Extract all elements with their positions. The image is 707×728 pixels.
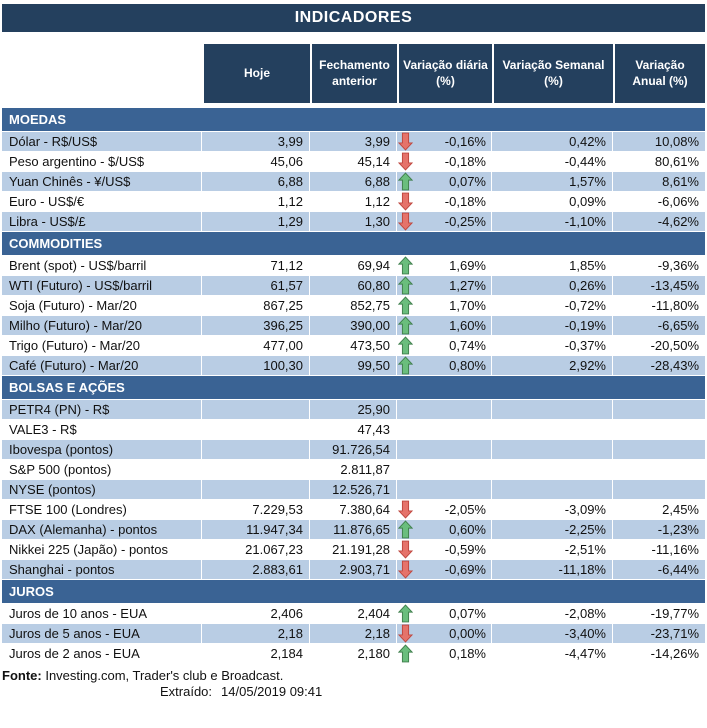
variacao-anual-value: -6,06% <box>657 194 699 209</box>
fechamento-anterior-value: 45,14 <box>310 152 397 171</box>
row-label: Brent (spot) - US$/barril <box>2 256 202 275</box>
fechamento-anterior-value: 1,12 <box>310 192 397 211</box>
variacao-anual-value: -11,16% <box>651 542 699 557</box>
variacao-diaria-cell <box>397 256 492 275</box>
fechamento-anterior-value: 7.380,64 <box>310 500 397 519</box>
variacao-anual-value: -13,45% <box>613 276 705 295</box>
table-row <box>2 500 705 520</box>
variacao-semanal-value <box>492 480 613 499</box>
variacao-diaria-cell <box>397 440 492 459</box>
section-header-commodities: COMMODITIES <box>2 232 705 255</box>
up-arrow-icon <box>398 356 413 375</box>
variacao-anual-value: 10,08% <box>613 132 705 151</box>
table-row <box>2 644 705 664</box>
fechamento-anterior-value: 2,180 <box>310 644 397 663</box>
variacao-diaria-cell <box>397 500 492 519</box>
fechamento-anterior-value: 6,88 <box>310 172 397 191</box>
extraido-label: Extraído: <box>160 684 213 699</box>
variacao-diaria-cell <box>397 644 492 663</box>
table-row <box>2 540 705 560</box>
hoje-value <box>202 440 310 459</box>
variacao-diaria-cell <box>397 460 492 479</box>
fechamento-anterior-value: 2,404 <box>310 604 397 623</box>
row-label: Dólar - R$/US$ <box>2 132 202 151</box>
variacao-diaria-cell <box>397 624 492 643</box>
row-label: PETR4 (PN) - R$ <box>2 400 202 419</box>
down-arrow-icon <box>398 212 413 231</box>
variacao-diaria-value: -0,25% <box>444 214 486 229</box>
table-row <box>2 560 705 580</box>
fechamento-anterior-value: 390,00 <box>310 316 397 335</box>
hoje-value <box>202 420 310 439</box>
variacao-diaria-cell <box>397 296 492 315</box>
hoje-value: 2,18 <box>202 624 310 643</box>
table-row <box>2 520 705 540</box>
variacao-diaria-value: 0,07% <box>449 174 486 189</box>
table-row <box>2 212 705 232</box>
variacao-diaria-value: -0,16% <box>444 134 486 149</box>
row-label: Juros de 10 anos - EUA <box>2 604 202 623</box>
fechamento-anterior-value: 11.876,65 <box>310 520 397 539</box>
fechamento-anterior-value: 12.526,71 <box>310 480 397 499</box>
up-arrow-icon <box>398 644 413 663</box>
fechamento-anterior-value: 25,90 <box>310 400 397 419</box>
variacao-anual-value <box>613 440 705 459</box>
hoje-value <box>202 460 310 479</box>
hoje-value: 2,406 <box>202 604 310 623</box>
extracted-line <box>2 684 705 700</box>
hoje-value: 11.947,34 <box>202 520 310 539</box>
fechamento-anterior-value: 69,94 <box>310 256 397 275</box>
variacao-diaria-value: 0,00% <box>449 626 486 641</box>
variacao-diaria-value: -0,18% <box>444 194 486 209</box>
row-label: Yuan Chinês - ¥/US$ <box>2 172 202 191</box>
variacao-diaria-value: 0,18% <box>449 646 486 661</box>
variacao-anual-value: 80,61% <box>654 154 699 169</box>
table-row <box>2 152 705 172</box>
variacao-anual-value: -20,50% <box>650 338 699 353</box>
variacao-anual-value: -4,62% <box>613 212 705 231</box>
table-row <box>2 480 705 500</box>
column-header-hoje: Hoje <box>202 44 310 103</box>
variacao-semanal-value: -2,25% <box>492 520 613 539</box>
variacao-diaria-value: -0,59% <box>444 542 486 557</box>
up-arrow-icon <box>398 296 413 315</box>
fechamento-anterior-value: 2.903,71 <box>310 560 397 579</box>
column-header-fechamento-anterior: Fechamento anterior <box>310 44 397 103</box>
down-arrow-icon <box>398 540 413 559</box>
fechamento-anterior-value: 2,18 <box>310 624 397 643</box>
row-label: Soja (Futuro) - Mar/20 <box>2 296 202 315</box>
hoje-value: 1,12 <box>202 192 310 211</box>
variacao-semanal-value: -0,37% <box>492 336 613 355</box>
up-arrow-icon <box>398 604 413 623</box>
table-row <box>2 604 705 624</box>
table-row <box>2 132 705 152</box>
variacao-semanal-value: -11,18% <box>492 560 613 579</box>
hoje-value: 2.883,61 <box>202 560 310 579</box>
table-row <box>2 192 705 212</box>
variacao-semanal-value <box>492 440 613 459</box>
up-arrow-icon <box>398 172 413 191</box>
column-header-variacao-diaria: Variação diária (%) <box>397 44 492 103</box>
variacao-semanal-value: -1,10% <box>492 212 613 231</box>
table-row <box>2 296 705 316</box>
variacao-diaria-value: -0,18% <box>444 154 486 169</box>
variacao-diaria-cell <box>397 356 492 375</box>
variacao-semanal-value: 0,26% <box>492 276 613 295</box>
table-row <box>2 460 705 480</box>
down-arrow-icon <box>398 132 413 151</box>
variacao-diaria-cell <box>397 400 492 419</box>
section-header-juros: JUROS <box>2 580 705 603</box>
fechamento-anterior-value: 852,75 <box>310 296 397 315</box>
variacao-anual-value: -6,44% <box>613 560 705 579</box>
column-headers <box>2 44 705 103</box>
variacao-semanal-value: -3,40% <box>492 624 613 643</box>
up-arrow-icon <box>398 256 413 275</box>
variacao-semanal-value <box>492 420 613 439</box>
row-label: Trigo (Futuro) - Mar/20 <box>2 336 202 355</box>
variacao-diaria-cell <box>397 560 492 579</box>
fechamento-anterior-value: 60,80 <box>310 276 397 295</box>
fonte-label: Fonte: <box>2 668 42 683</box>
column-header-variacao-anual: Variação Anual (%) <box>613 44 705 103</box>
variacao-diaria-value: 0,74% <box>449 338 486 353</box>
down-arrow-icon <box>398 152 413 171</box>
table-row <box>2 420 705 440</box>
variacao-semanal-value: 0,42% <box>492 132 613 151</box>
variacao-diaria-cell <box>397 420 492 439</box>
header-spacer <box>2 44 202 103</box>
variacao-anual-value: -1,23% <box>613 520 705 539</box>
variacao-diaria-cell <box>397 212 492 231</box>
fechamento-anterior-value: 2.811,87 <box>310 460 397 479</box>
section-header-moedas: MOEDAS <box>2 108 705 131</box>
row-label: Euro - US$/€ <box>2 192 202 211</box>
row-label: Nikkei 225 (Japão) - pontos <box>2 540 202 559</box>
row-label: Juros de 5 anos - EUA <box>2 624 202 643</box>
variacao-semanal-value <box>492 400 613 419</box>
table-row <box>2 256 705 276</box>
hoje-value: 21.067,23 <box>202 540 310 559</box>
variacao-diaria-cell <box>397 132 492 151</box>
hoje-value: 45,06 <box>202 152 310 171</box>
variacao-anual-value: 8,61% <box>613 172 705 191</box>
section-header-bolsas-e-ações: BOLSAS E AÇÕES <box>2 376 705 399</box>
variacao-diaria-cell <box>397 540 492 559</box>
row-label: Café (Futuro) - Mar/20 <box>2 356 202 375</box>
variacao-diaria-cell <box>397 480 492 499</box>
variacao-diaria-value: 0,80% <box>449 358 486 373</box>
variacao-semanal-value: -0,44% <box>492 152 613 171</box>
table-body <box>2 108 705 664</box>
variacao-anual-value <box>613 480 705 499</box>
row-label: Ibovespa (pontos) <box>2 440 202 459</box>
variacao-semanal-value: -0,19% <box>492 316 613 335</box>
table-row <box>2 316 705 336</box>
fechamento-anterior-value: 47,43 <box>310 420 397 439</box>
variacao-diaria-value: 0,60% <box>449 522 486 537</box>
hoje-value: 867,25 <box>202 296 310 315</box>
variacao-anual-value: -19,77% <box>650 606 699 621</box>
variacao-anual-value <box>613 460 705 479</box>
variacao-semanal-value: -4,47% <box>492 644 613 663</box>
row-label: VALE3 - R$ <box>2 420 202 439</box>
variacao-semanal-value: -2,08% <box>492 604 613 623</box>
variacao-semanal-value: 2,92% <box>492 356 613 375</box>
fechamento-anterior-value: 1,30 <box>310 212 397 231</box>
hoje-value: 3,99 <box>202 132 310 151</box>
extraido-value: 14/05/2019 09:41 <box>221 684 323 699</box>
fechamento-anterior-value: 99,50 <box>310 356 397 375</box>
variacao-diaria-cell <box>397 316 492 335</box>
hoje-value <box>202 400 310 419</box>
row-label: Peso argentino - $/US$ <box>2 152 202 171</box>
down-arrow-icon <box>398 500 413 519</box>
fechamento-anterior-value: 91.726,54 <box>310 440 397 459</box>
variacao-diaria-value: -2,05% <box>444 502 486 517</box>
variacao-anual-value: -11,80% <box>651 298 699 313</box>
row-label: S&P 500 (pontos) <box>2 460 202 479</box>
variacao-diaria-cell <box>397 604 492 623</box>
down-arrow-icon <box>398 624 413 643</box>
variacao-diaria-value: 1,69% <box>449 258 486 273</box>
fonte-text: Investing.com, Trader's club e Broadcast. <box>41 668 284 683</box>
variacao-anual-value <box>613 420 705 439</box>
variacao-diaria-value: 1,27% <box>449 278 486 293</box>
footer <box>2 668 705 700</box>
table-row <box>2 624 705 644</box>
hoje-value: 71,12 <box>202 256 310 275</box>
page-title: INDICADORES <box>294 9 413 26</box>
variacao-semanal-value: -3,09% <box>492 500 613 519</box>
variacao-semanal-value: -0,72% <box>492 296 613 315</box>
variacao-diaria-cell <box>397 172 492 191</box>
variacao-anual-value: 2,45% <box>662 502 699 517</box>
report-title-bar <box>2 4 705 32</box>
hoje-value <box>202 480 310 499</box>
hoje-value: 100,30 <box>202 356 310 375</box>
variacao-diaria-cell <box>397 336 492 355</box>
hoje-value: 7.229,53 <box>202 500 310 519</box>
down-arrow-icon <box>398 560 413 579</box>
up-arrow-icon <box>398 316 413 335</box>
hoje-value: 61,57 <box>202 276 310 295</box>
variacao-diaria-value: 0,07% <box>449 606 486 621</box>
variacao-diaria-value: 1,60% <box>449 318 486 333</box>
hoje-value: 1,29 <box>202 212 310 231</box>
variacao-diaria-value: -0,69% <box>444 562 486 577</box>
hoje-value: 6,88 <box>202 172 310 191</box>
fechamento-anterior-value: 3,99 <box>310 132 397 151</box>
variacao-diaria-cell <box>397 520 492 539</box>
up-arrow-icon <box>398 336 413 355</box>
variacao-semanal-value: 0,09% <box>492 192 613 211</box>
table-row <box>2 336 705 356</box>
hoje-value: 396,25 <box>202 316 310 335</box>
fechamento-anterior-value: 473,50 <box>310 336 397 355</box>
down-arrow-icon <box>398 192 413 211</box>
variacao-diaria-cell <box>397 152 492 171</box>
variacao-anual-value: -14,26% <box>650 646 699 661</box>
table-row <box>2 356 705 376</box>
row-label: Shanghai - pontos <box>2 560 202 579</box>
variacao-anual-value <box>613 400 705 419</box>
variacao-semanal-value <box>492 460 613 479</box>
variacao-diaria-cell <box>397 276 492 295</box>
variacao-semanal-value: -2,51% <box>492 540 613 559</box>
variacao-anual-value: -23,71% <box>613 624 705 643</box>
up-arrow-icon <box>398 276 413 295</box>
variacao-anual-value: -28,43% <box>613 356 705 375</box>
hoje-value: 2,184 <box>202 644 310 663</box>
table-row <box>2 440 705 460</box>
column-header-variacao-semanal: Variação Semanal (%) <box>492 44 613 103</box>
row-label: Libra - US$/£ <box>2 212 202 231</box>
row-label: Juros de 2 anos - EUA <box>2 644 202 663</box>
row-label: Milho (Futuro) - Mar/20 <box>2 316 202 335</box>
variacao-anual-value: -6,65% <box>613 316 705 335</box>
variacao-diaria-cell <box>397 192 492 211</box>
source-line <box>2 668 705 684</box>
row-label: FTSE 100 (Londres) <box>2 500 202 519</box>
row-label: DAX (Alemanha) - pontos <box>2 520 202 539</box>
fechamento-anterior-value: 21.191,28 <box>310 540 397 559</box>
row-label: NYSE (pontos) <box>2 480 202 499</box>
up-arrow-icon <box>398 520 413 539</box>
variacao-semanal-value: 1,85% <box>492 256 613 275</box>
hoje-value: 477,00 <box>202 336 310 355</box>
variacao-diaria-value: 1,70% <box>449 298 486 313</box>
row-label: WTI (Futuro) - US$/barril <box>2 276 202 295</box>
variacao-semanal-value: 1,57% <box>492 172 613 191</box>
variacao-anual-value: -9,36% <box>657 258 699 273</box>
table-row <box>2 172 705 192</box>
table-row <box>2 276 705 296</box>
table-row <box>2 400 705 420</box>
